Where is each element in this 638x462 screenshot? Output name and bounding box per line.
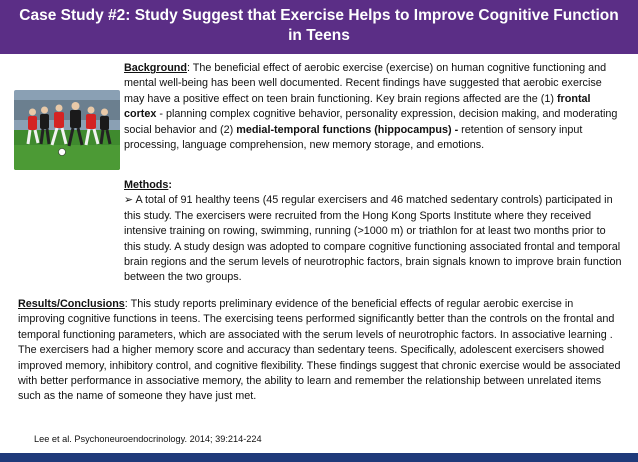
title-line-2: in Teens — [288, 27, 350, 44]
methods-text: A total of 91 healthy teens (45 regular exercisers and 46 matched sedentary controls) participated in this study. The exercisers were recruited from the Hong Kong Sports Institute where they received intensive training on rowing, swimming, running (>1000 m) or triathlon for at least two months prior to this study. A study design was adopted to compare cognitive functioning associated frontal and temporal brain regions and the serum levels of neurotrophic factors, brain signals known to improve brain function between the two groups. — [124, 194, 622, 284]
results-text: : This study reports preliminary evidence of the beneficial effects of regular aerobic exercise in improving cognitive functions in teens. The exercising teens performed significantly better than the controls on the frontal and temporal functioning parameters, which are associated with the serum levels of neurotrophic factors. In associative learning . The exercisers had a higher memory score and accuracy than sedentary teens. Specifically, adolescent exercisers showed improved memory, inhibitory control, and cognitive flexibility. These findings suggest that chronic exercise would be associated with better performance in associative memory, the ability to learn and remember the relationship between unrelated items such as the name of someone they have just met. — [18, 298, 621, 403]
methods-section — [124, 178, 624, 286]
background-section — [124, 61, 624, 153]
methods-label: Methods — [124, 179, 169, 191]
background-text-2: - planning complex cognitive behavior, personality expression, decision making, and moderating social behavior and (2) — [124, 108, 618, 136]
title-line-1: Case Study #2: Study Suggest that Exercise Helps to Improve Cognitive Function — [19, 7, 619, 24]
arrow-bullet-icon: ➢ — [124, 194, 134, 207]
results-section — [18, 297, 622, 405]
bottom-accent-bar — [0, 453, 638, 462]
background-text-1: : The beneficial effect of aerobic exercise (exercise) on human cognitive functioning and mental well-being has been well documented. Recent findings have suggested that aerobic exercise may have a positive effect on teen brain functioning. Key brain regions affected are the (1) — [124, 62, 607, 105]
methods-colon: : — [168, 179, 172, 191]
results-label: Results/Conclusions — [18, 298, 125, 310]
citation: Lee et al. Psychoneuroendocrinology. 2014; 39:214-224 — [34, 434, 262, 444]
background-text-3: retention of sensory input processing, language comprehension, new memory storage, and emotions. — [124, 123, 583, 152]
frontal-cortex-term: frontal cortex — [124, 92, 591, 121]
soccer-players-image — [14, 90, 120, 170]
background-label: Background — [124, 62, 187, 74]
soccer-photo — [14, 90, 120, 170]
title-banner — [0, 0, 638, 54]
medial-temporal-term: medial-temporal functions (hippocampus) - — [236, 123, 459, 136]
